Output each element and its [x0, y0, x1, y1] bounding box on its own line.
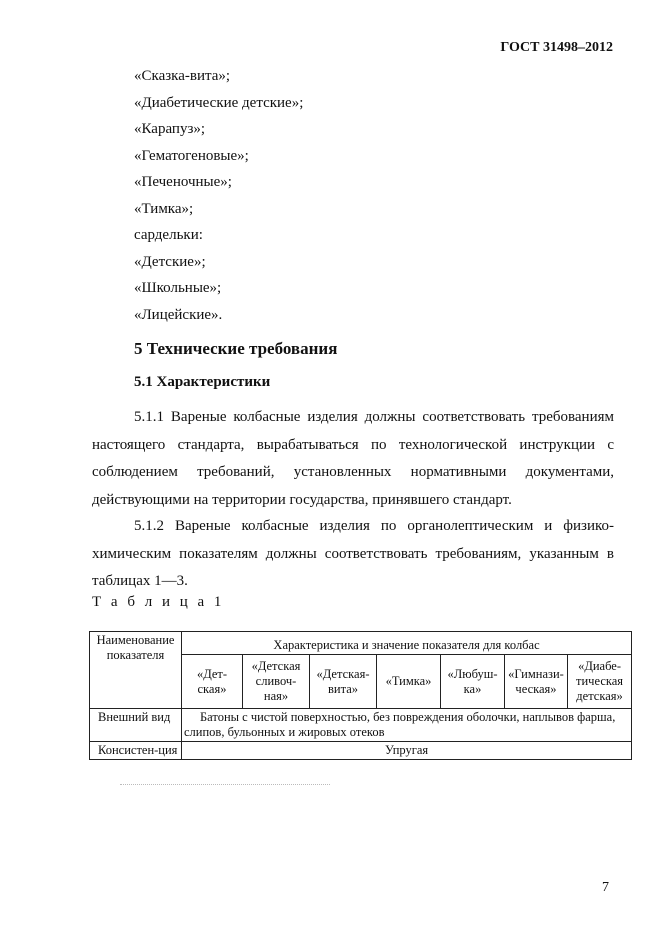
table-col-header: «Любуш-ка»	[441, 655, 505, 709]
table-col-header: «Дет-ская»	[182, 655, 243, 709]
table-row	[90, 709, 632, 742]
list-item: «Гематогеновые»;	[134, 147, 249, 164]
row-name: Внешний вид	[90, 709, 182, 742]
paragraph	[92, 513, 614, 596]
list-item: «Карапуз»;	[134, 121, 206, 137]
page-cut-line	[120, 784, 330, 787]
paragraph	[92, 404, 614, 514]
table-col-header: «Гимнази-ческая»	[505, 655, 568, 709]
page-number: 7	[602, 880, 609, 895]
row-value: Упругая	[182, 742, 632, 760]
list-item: «Школьные»;	[134, 280, 222, 296]
characteristics-table	[89, 631, 632, 760]
document-code: ГОСТ 31498–2012	[500, 40, 613, 55]
section-title: 5 Технические требования	[134, 339, 338, 358]
list-item: «Лицейские».	[134, 306, 223, 323]
list-item: «Печеночные»;	[134, 174, 232, 190]
paragraph-text: 5.1.2 Вареные колбасные изделия по органолептическим и физико-химическим показателям должны соответствовать требованиям, указанным в таблицах 1—3.	[92, 518, 614, 589]
table-col-header: «Детская-вита»	[310, 655, 377, 709]
table-col-header: «Диабе-тическая детская»	[568, 655, 632, 709]
list-item: «Сказка-вита»;	[134, 68, 231, 84]
list-item: «Диабетические детские»;	[134, 94, 304, 111]
list-item: «Тимка»;	[134, 200, 194, 217]
list-item: сардельки:	[134, 227, 203, 243]
table-header-name: Наименование показателя	[90, 632, 182, 709]
table-row	[90, 742, 632, 760]
product-list	[134, 63, 303, 328]
subsection-title: 5.1 Характеристики	[134, 374, 271, 390]
table-col-header: «Детская сливоч-ная»	[243, 655, 310, 709]
row-name: Консистен-ция	[90, 742, 182, 760]
list-item: «Детские»;	[134, 253, 206, 270]
paragraph-text: 5.1.1 Вареные колбасные изделия должны соответствовать требованиям настоящего стандарта, вырабатываться по технологической инструкции с соблюдением требований, установленных нормативными документами, действующими на территории государства, принявшего стандарт.	[92, 409, 614, 508]
table-caption: Т а б л и ц а 1	[92, 594, 225, 610]
table-group-header: Характеристика и значение показателя для колбас	[182, 632, 632, 655]
row-value: Батоны с чистой поверхностью, без повреждения оболочки, наплывов фарша, слипов, бульонных и жировых отеков	[182, 709, 632, 742]
table-col-header: «Тимка»	[377, 655, 441, 709]
